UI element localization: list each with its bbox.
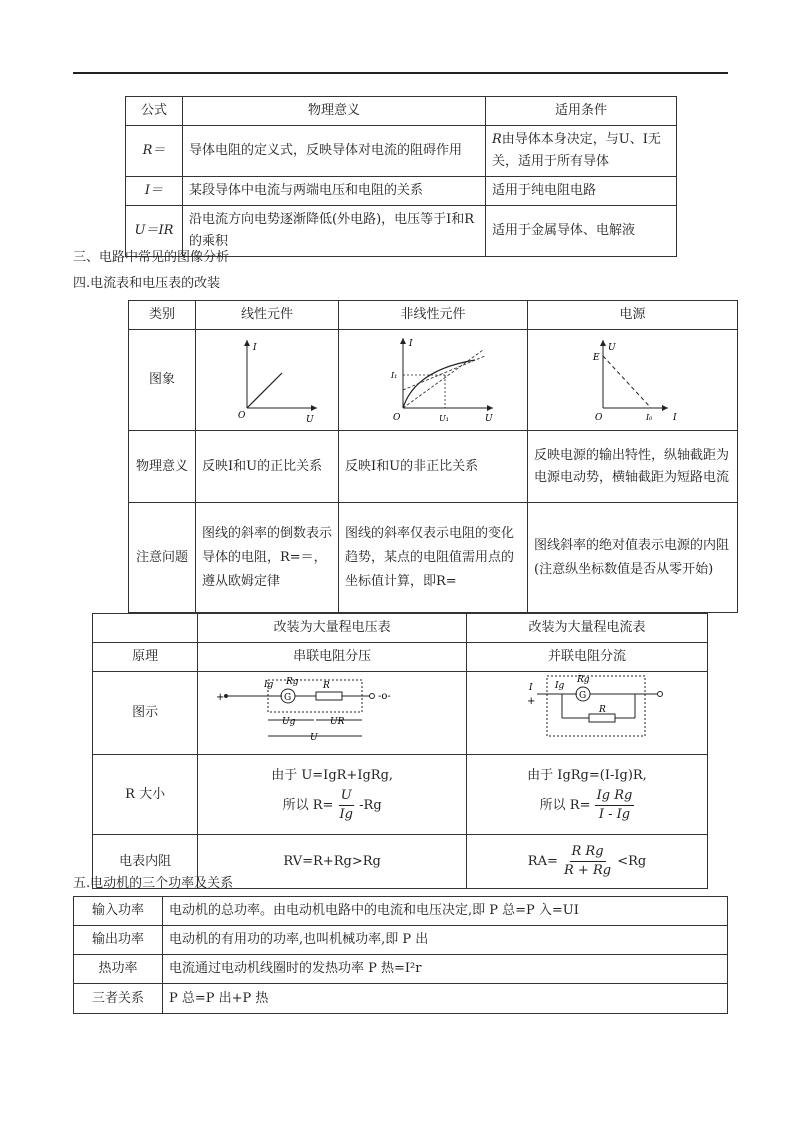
voltage-label: U — [310, 733, 318, 743]
row-label-graph: 图象 — [129, 330, 196, 431]
power-text: 电动机的总功率。由电动机电路中的电流和电压决定,即 P 总=P 入=UI — [163, 897, 728, 926]
source-graph-cell — [528, 330, 738, 431]
origin-label: O — [594, 413, 602, 422]
axis-label: U — [607, 343, 616, 353]
principle-voltmeter: 串联电阻分压 — [198, 643, 467, 672]
power-text: 电动机的有用功的功率,也叫机械功率,即 P 出 — [163, 926, 728, 955]
power-table — [73, 896, 728, 1014]
galvanometer-label: G — [284, 693, 292, 703]
meaning-source: 反映电源的输出特性，纵轴截距为电源电动势，横轴截距为短路电流 — [528, 431, 738, 503]
ra-cell — [467, 835, 708, 889]
voltmeter-diagram-cell — [198, 672, 467, 755]
notes-source: 图线斜率的绝对值表示电源的内阻(注意纵坐标数值是否从零开始) — [528, 503, 738, 613]
notes-linear: 图线的斜率的倒数表示导体的电阻，R=＝，遵从欧姆定律 — [196, 503, 339, 613]
power-text: 电流通过电动机线圈时的发热功率 P 热=I²r — [163, 955, 728, 984]
numerator: Ig Rg — [595, 787, 635, 806]
section-5-heading: 五.电动机的三个功率及关系 — [73, 876, 234, 891]
galvanometer-label: G — [579, 691, 587, 701]
meaning-cell: 某段导体中电流与两端电压和电阻的关系 — [183, 177, 486, 206]
resistance-label: R — [599, 705, 606, 715]
meter-table — [92, 613, 708, 889]
power-label: 三者关系 — [74, 984, 163, 1014]
axis-label: U₁ — [439, 414, 449, 422]
meaning-cell: 导体电阻的定义式，反映导体对电流的阻碍作用 — [183, 126, 486, 177]
plus-sign: + — [527, 696, 536, 707]
meaning-cell: 沿电流方向电势逐渐降低(外电路)，电压等于I和R的乘积 — [183, 206, 486, 257]
power-label: 热功率 — [74, 955, 163, 984]
linear-graph-cell — [196, 330, 339, 431]
r-size-voltmeter — [198, 755, 467, 835]
header-nonlinear: 非线性元件 — [339, 301, 528, 330]
axis-label: U — [485, 414, 493, 422]
denominator: Ig — [339, 807, 354, 822]
origin-label: O — [393, 413, 401, 422]
formula-cell: I＝ — [126, 177, 183, 206]
voltage-label: UR — [330, 717, 345, 727]
r-size-line2 — [473, 787, 701, 824]
current-label: Ig — [555, 681, 565, 691]
denominator: I - Ig — [598, 807, 631, 822]
row-label-meaning: 物理意义 — [129, 431, 196, 503]
header-formula: 公式 — [126, 97, 183, 126]
axis-label: I₁ — [391, 371, 398, 380]
voltage-label: Ug — [282, 717, 296, 727]
r-size-prefix: 所以 R= — [539, 798, 591, 813]
condition-text: 由导体本身决定，与U、I无关，适用于所有导体 — [492, 132, 661, 169]
row-label-r-size: R 大小 — [93, 755, 198, 835]
header-linear: 线性元件 — [196, 301, 339, 330]
notes-nonlinear: 图线的斜率仅表示电阻的变化趋势，某点的电阻值需用点的坐标值计算，即R= — [339, 503, 528, 613]
fraction — [595, 787, 635, 824]
svg-text:-o-: -o- — [378, 691, 391, 702]
axis-label: U — [306, 415, 314, 422]
power-text: P 总=P 出+P 热 — [163, 984, 728, 1014]
fraction — [562, 843, 613, 880]
nonlinear-graph-cell — [339, 330, 528, 431]
header-voltmeter: 改装为大量程电压表 — [198, 614, 467, 643]
section-3-heading: 三、电路中常见的图像分析 — [73, 250, 230, 265]
r-size-ammeter — [467, 755, 708, 835]
header-condition: 适用条件 — [486, 97, 677, 126]
row-label-internal: 电表内阻 — [93, 835, 198, 889]
condition-cell: 适用于金属导体、电解液 — [486, 206, 677, 257]
condition-cell: 适用于纯电阻电路 — [486, 177, 677, 206]
nonlinear-graph — [345, 330, 521, 422]
axis-label: I — [253, 343, 257, 353]
r-size-suffix: -Rg — [359, 798, 382, 813]
resistance-label: Rg — [577, 675, 590, 685]
power-label: 输入功率 — [74, 897, 163, 926]
r-size-prefix: 所以 R= — [282, 798, 334, 813]
source-graph — [533, 330, 733, 422]
formula-table — [125, 96, 677, 257]
meaning-linear: 反映I和U的正比关系 — [196, 431, 339, 503]
row-label-diagram: 图示 — [93, 672, 198, 755]
ammeter-circuit — [467, 672, 707, 746]
current-label: I — [529, 683, 533, 693]
axis-label: I₀ — [645, 413, 652, 422]
denominator: R + Rg — [564, 863, 612, 878]
meaning-nonlinear: 反映I和U的非正比关系 — [339, 431, 528, 503]
rv-cell: RV=R+Rg>Rg — [198, 835, 467, 889]
formula-cell: R＝ — [126, 126, 183, 177]
voltmeter-circuit — [204, 672, 460, 746]
header-ammeter: 改装为大量程电流表 — [467, 614, 708, 643]
power-label: 输出功率 — [74, 926, 163, 955]
r-size-line1: 由于 IgRg=(I-Ig)R, — [527, 768, 647, 783]
axis-label: E — [592, 353, 600, 363]
ammeter-diagram-cell — [467, 672, 708, 755]
header-source: 电源 — [528, 301, 738, 330]
ra-prefix: RA= — [527, 854, 558, 869]
origin-label: O — [238, 411, 246, 421]
r-size-line1: 由于 U=IgR+IgRg, — [271, 768, 394, 783]
condition-var: R — [492, 132, 502, 147]
resistance-label: Rg — [286, 677, 299, 687]
row-label-notes: 注意问题 — [129, 503, 196, 613]
linear-graph — [202, 330, 332, 422]
header-category: 类别 — [129, 301, 196, 330]
graph-table — [128, 300, 738, 613]
top-rule — [73, 72, 728, 74]
condition-cell — [486, 126, 677, 177]
resistance-label: R — [323, 681, 330, 691]
r-size-line2 — [204, 787, 460, 824]
plus-sign: + — [216, 692, 225, 703]
formula-cell: U＝IR — [126, 206, 183, 257]
axis-label: I — [672, 413, 677, 422]
row-label-principle: 原理 — [93, 643, 198, 672]
axis-label: I — [409, 339, 413, 349]
header-meaning: 物理意义 — [183, 97, 486, 126]
fraction — [338, 787, 355, 824]
current-label: Ig — [264, 680, 274, 690]
numerator: R Rg — [570, 843, 606, 862]
section-4-heading: 四.电流表和电压表的改装 — [73, 276, 221, 291]
numerator: U — [339, 787, 354, 806]
principle-ammeter: 并联电阻分流 — [467, 643, 708, 672]
ra-suffix: <Rg — [617, 854, 647, 869]
corner-cell — [93, 614, 198, 643]
